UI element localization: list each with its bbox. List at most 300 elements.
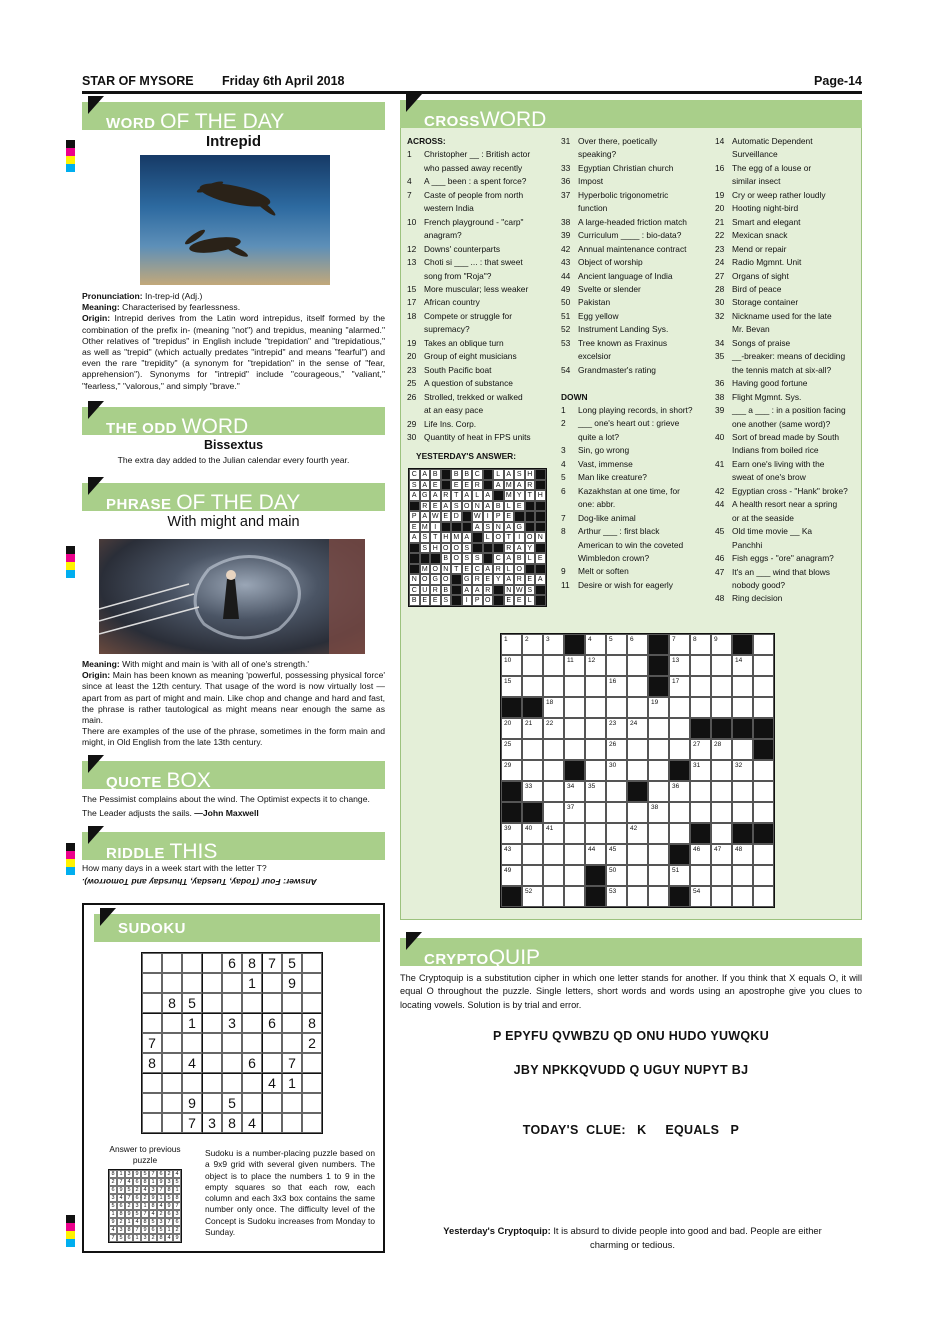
crossword-cell[interactable]: 46 <box>690 844 711 865</box>
crossword-cell[interactable] <box>648 718 669 739</box>
crossword-cell[interactable] <box>648 781 669 802</box>
crossword-cell[interactable] <box>627 655 648 676</box>
crossword-cell[interactable] <box>585 718 606 739</box>
crossword-block <box>753 739 774 760</box>
clue-number: 1 <box>561 405 566 416</box>
crossword-cell[interactable] <box>753 781 774 802</box>
crossword-cell[interactable] <box>543 760 564 781</box>
crossword-cell[interactable]: 3 <box>543 634 564 655</box>
crossword-cell[interactable]: 45 <box>606 844 627 865</box>
answer-cell: 9 <box>109 1218 117 1226</box>
answer-cell: 8 <box>141 1178 149 1186</box>
answer-cell: B <box>451 469 462 480</box>
sudoku-cell[interactable] <box>142 1093 162 1113</box>
clue-text: A question of substance <box>424 378 513 389</box>
crossword-cell[interactable]: 25 <box>501 739 522 760</box>
clue-text: The egg of a louse or <box>732 162 812 173</box>
crossword-cell[interactable]: 31 <box>690 760 711 781</box>
sudoku-cell[interactable] <box>142 973 162 993</box>
sudoku-cell[interactable] <box>162 1053 182 1073</box>
crossword-cell[interactable]: 1 <box>501 634 522 655</box>
crossword-cell[interactable]: 41 <box>543 823 564 844</box>
crossword-cell[interactable] <box>543 739 564 760</box>
clue-row <box>715 404 857 417</box>
crossword-cell[interactable] <box>585 760 606 781</box>
crossword-cell[interactable] <box>732 676 753 697</box>
word-of-day-details <box>82 291 385 392</box>
heading-big: BOX <box>166 769 211 792</box>
crossword-cell[interactable] <box>711 760 732 781</box>
crossword-cell[interactable] <box>732 781 753 802</box>
answer-cell: H <box>441 532 452 543</box>
crossword-cell[interactable] <box>564 865 585 886</box>
crossword-cell[interactable] <box>648 844 669 865</box>
crossword-cell[interactable] <box>627 697 648 718</box>
clue-text: Egyptian Christian church <box>578 162 674 173</box>
sudoku-cell[interactable] <box>302 1073 322 1093</box>
clue-number: 20 <box>715 203 725 214</box>
clue-number: 48 <box>715 593 725 604</box>
answer-cell: W <box>431 513 439 520</box>
sudoku-cell[interactable] <box>182 1033 202 1053</box>
sudoku-cell[interactable] <box>142 953 162 973</box>
answer-cell: 4 <box>141 1186 149 1194</box>
crossword-cell[interactable]: 17 <box>669 676 690 697</box>
clue-text: quite a lot? <box>578 431 619 442</box>
answer-block <box>483 553 494 564</box>
crossword-cell[interactable] <box>732 739 753 760</box>
heading-small: SUDOKU <box>118 920 187 937</box>
corner-triangle-icon <box>100 908 116 926</box>
crossword-cell[interactable] <box>648 823 669 844</box>
answer-cell: 5 <box>157 1226 165 1234</box>
sudoku-cell[interactable] <box>282 1013 302 1033</box>
sudoku-cell[interactable] <box>302 1053 322 1073</box>
crossword-cell[interactable] <box>606 802 627 823</box>
sudoku-cell[interactable] <box>302 1113 322 1133</box>
answer-cell: C <box>409 469 420 480</box>
crossword-cell[interactable] <box>585 823 606 844</box>
clue-number: 46 <box>715 553 725 564</box>
heading-big: OF THE DAY <box>176 491 301 514</box>
crossword-cell[interactable]: 28 <box>711 739 732 760</box>
crossword-cell[interactable] <box>522 655 543 676</box>
sudoku-cell[interactable] <box>282 1113 302 1133</box>
crossword-grid[interactable] <box>500 633 775 908</box>
crossword-block <box>753 823 774 844</box>
clue-row <box>715 283 857 296</box>
crossword-cell[interactable] <box>690 697 711 718</box>
sudoku-cell[interactable] <box>182 1073 202 1093</box>
clue-number <box>715 364 732 377</box>
crossword-cell[interactable] <box>564 697 585 718</box>
sudoku-cell[interactable] <box>182 973 202 993</box>
crossword-cell[interactable]: 24 <box>627 718 648 739</box>
answer-cell: T <box>451 564 462 575</box>
sudoku-cell[interactable] <box>202 1053 222 1073</box>
crossword-cell[interactable] <box>543 865 564 886</box>
sudoku-cell[interactable] <box>222 1033 242 1053</box>
skydivers-photo <box>140 155 330 285</box>
clue-row <box>715 337 857 350</box>
sudoku-cell[interactable] <box>202 1093 222 1113</box>
crossword-cell[interactable] <box>711 802 732 823</box>
crossword-cell[interactable] <box>732 697 753 718</box>
answer-cell: 7 <box>125 1194 133 1202</box>
sudoku-cell[interactable] <box>302 953 322 973</box>
crossword-cell[interactable] <box>753 844 774 865</box>
crossword-cell[interactable] <box>753 676 774 697</box>
clue-number <box>407 323 424 336</box>
crossword-cell[interactable] <box>753 655 774 676</box>
answer-cell: 2 <box>149 1234 157 1242</box>
clue-number <box>715 323 732 336</box>
crossword-cell[interactable] <box>711 781 732 802</box>
crossword-cell[interactable]: 51 <box>669 865 690 886</box>
crossword-cell[interactable] <box>711 655 732 676</box>
crossword-cell[interactable] <box>564 844 585 865</box>
crossword-cell[interactable]: 47 <box>711 844 732 865</box>
answer-block <box>472 532 483 543</box>
answer-cell: 7 <box>173 1202 181 1210</box>
crossword-cell[interactable]: 6 <box>627 634 648 655</box>
sudoku-cell[interactable] <box>302 993 322 1013</box>
sudoku-cell[interactable] <box>282 993 302 1013</box>
clue-number: 38 <box>715 391 725 402</box>
crossword-cell[interactable]: 9 <box>711 634 732 655</box>
answer-cell: R <box>525 480 536 491</box>
crossword-cell[interactable] <box>564 823 585 844</box>
sudoku-cell[interactable] <box>282 1033 302 1053</box>
crossword-cell[interactable] <box>564 676 585 697</box>
sudoku-grid[interactable] <box>141 952 323 1134</box>
answer-cell: N <box>493 522 504 533</box>
sudoku-cell[interactable] <box>262 1033 282 1053</box>
sudoku-cell[interactable] <box>222 1073 242 1093</box>
answer-cell: L <box>525 595 536 606</box>
sudoku-cell[interactable] <box>202 973 222 993</box>
answer-cell: 4 <box>173 1170 181 1178</box>
crossword-cell[interactable]: 30 <box>606 760 627 781</box>
answer-cell: T <box>451 490 462 501</box>
crossword-cell[interactable]: 27 <box>690 739 711 760</box>
crossword-cell[interactable] <box>711 886 732 907</box>
crossword-cell[interactable] <box>627 886 648 907</box>
sudoku-cell[interactable] <box>142 993 162 1013</box>
crossword-cell[interactable] <box>732 865 753 886</box>
crossword-cell[interactable] <box>522 739 543 760</box>
clue-row <box>561 579 711 592</box>
crossword-cell[interactable]: 33 <box>522 781 543 802</box>
sudoku-cell[interactable] <box>162 1013 182 1033</box>
crossword-cell[interactable]: 4 <box>585 634 606 655</box>
sudoku-cell[interactable] <box>202 953 222 973</box>
crossword-cell[interactable]: 26 <box>606 739 627 760</box>
sudoku-cell[interactable] <box>282 1093 302 1113</box>
crossword-cell[interactable]: 50 <box>606 865 627 886</box>
answer-block <box>493 543 504 554</box>
clue-text: supremacy? <box>424 324 470 335</box>
sudoku-cell[interactable] <box>162 1113 182 1133</box>
crossword-cell[interactable] <box>522 676 543 697</box>
crossword-cell[interactable]: 52 <box>522 886 543 907</box>
answer-cell: L <box>504 564 515 575</box>
sudoku-cell[interactable] <box>142 1073 162 1093</box>
crossword-block <box>669 760 690 781</box>
clue-row <box>715 539 857 552</box>
sudoku-cell[interactable] <box>162 1033 182 1053</box>
crossword-cell[interactable]: 13 <box>669 655 690 676</box>
crossword-cell[interactable] <box>543 655 564 676</box>
crossword-cell[interactable]: 7 <box>669 634 690 655</box>
sudoku-cell[interactable] <box>302 1093 322 1113</box>
clue-row <box>715 458 857 471</box>
crossword-cell[interactable] <box>522 844 543 865</box>
crossword-cell[interactable] <box>627 676 648 697</box>
crossword-cell[interactable] <box>564 886 585 907</box>
answer-block <box>525 501 536 512</box>
crossword-cell[interactable]: 15 <box>501 676 522 697</box>
sudoku-cell[interactable] <box>202 1013 222 1033</box>
crossword-cell[interactable] <box>711 697 732 718</box>
crossword-cell[interactable]: 32 <box>732 760 753 781</box>
crossword-cell[interactable] <box>627 844 648 865</box>
sudoku-cell[interactable] <box>262 1113 282 1133</box>
clue-number: 47 <box>715 566 725 577</box>
answer-cell: 1 <box>141 1202 149 1210</box>
crossword-cell[interactable] <box>753 760 774 781</box>
sudoku-heading <box>94 914 380 942</box>
crossword-cell[interactable]: 44 <box>585 844 606 865</box>
crossword-cell[interactable]: 35 <box>585 781 606 802</box>
crossword-cell[interactable] <box>648 739 669 760</box>
crossword-cell[interactable] <box>669 739 690 760</box>
crossword-cell[interactable] <box>690 865 711 886</box>
crossword-cell[interactable]: 38 <box>648 802 669 823</box>
crossword-cell[interactable]: 11 <box>564 655 585 676</box>
crossword-block <box>753 718 774 739</box>
crossword-cell[interactable] <box>627 760 648 781</box>
crossword-cell[interactable] <box>606 655 627 676</box>
crossword-cell[interactable] <box>669 697 690 718</box>
crossword-cell[interactable]: 8 <box>690 634 711 655</box>
sudoku-cell[interactable] <box>162 973 182 993</box>
answer-block <box>535 511 546 522</box>
answer-cell: 6 <box>109 1186 117 1194</box>
crossword-cell[interactable] <box>648 865 669 886</box>
crossword-cell[interactable] <box>732 886 753 907</box>
sudoku-cell[interactable] <box>202 1033 222 1053</box>
crossword-cell[interactable] <box>627 802 648 823</box>
crossword-cell[interactable]: 36 <box>669 781 690 802</box>
color-bar <box>66 1215 75 1247</box>
crossword-cell[interactable]: 37 <box>564 802 585 823</box>
clue-row <box>407 418 555 431</box>
crossword-cell[interactable]: 54 <box>690 886 711 907</box>
crossword-cell[interactable]: 34 <box>564 781 585 802</box>
crossword-cell[interactable]: 5 <box>606 634 627 655</box>
answer-cell: A <box>504 574 515 585</box>
crossword-cell[interactable] <box>690 802 711 823</box>
crossword-cell[interactable] <box>564 739 585 760</box>
sudoku-cell[interactable] <box>142 1013 162 1033</box>
quote-heading <box>82 761 385 792</box>
crossword-cell[interactable] <box>669 802 690 823</box>
clue-text: Pakistan <box>578 297 611 308</box>
crossword-cell[interactable]: 10 <box>501 655 522 676</box>
answer-cell: 8 <box>149 1202 157 1210</box>
sudoku-cell[interactable] <box>262 973 282 993</box>
sudoku-cell[interactable] <box>262 1093 282 1113</box>
crossword-cell[interactable]: 53 <box>606 886 627 907</box>
answer-cell: M <box>420 564 431 575</box>
crossword-cell[interactable] <box>690 781 711 802</box>
answer-cell: R <box>441 490 452 501</box>
crossword-cell[interactable] <box>627 739 648 760</box>
clue-number <box>561 431 578 444</box>
clue-text: Sort of bread made by South <box>732 431 840 442</box>
clue-row <box>561 350 711 363</box>
crossword-cell[interactable]: 48 <box>732 844 753 865</box>
riddle-heading <box>82 832 385 863</box>
crossword-cell[interactable]: 40 <box>522 823 543 844</box>
crossword-cell[interactable] <box>585 697 606 718</box>
crossword-cell[interactable] <box>669 823 690 844</box>
sudoku-cell[interactable] <box>262 993 282 1013</box>
crossword-cell[interactable] <box>522 760 543 781</box>
crossword-cell[interactable] <box>732 802 753 823</box>
crossword-cell[interactable]: 21 <box>522 718 543 739</box>
answer-cell: N <box>441 564 452 575</box>
clue-text: A ___ been : a spent force? <box>424 176 527 187</box>
crossword-cell[interactable] <box>648 886 669 907</box>
crossword-cell[interactable]: 20 <box>501 718 522 739</box>
crossword-cell[interactable]: 23 <box>606 718 627 739</box>
phrase-text: With might and main <box>167 514 300 530</box>
answer-cell: 9 <box>133 1170 141 1178</box>
crossword-cell[interactable] <box>669 718 690 739</box>
sudoku-cell[interactable] <box>222 973 242 993</box>
crossword-cell[interactable] <box>585 676 606 697</box>
sudoku-cell[interactable] <box>242 1033 262 1053</box>
crossword-cell[interactable] <box>753 886 774 907</box>
quote-author: —John Maxwell <box>194 807 259 818</box>
crossword-cell[interactable] <box>753 697 774 718</box>
clue-number <box>561 498 578 511</box>
crossword-cell[interactable] <box>753 802 774 823</box>
sudoku-cell[interactable] <box>222 993 242 1013</box>
corner-triangle-icon <box>88 401 104 419</box>
clue-row <box>407 364 555 377</box>
sudoku-cell[interactable] <box>302 973 322 993</box>
crossword-cell[interactable] <box>543 802 564 823</box>
crossword-cell[interactable]: 22 <box>543 718 564 739</box>
answer-cell: 7 <box>133 1226 141 1234</box>
crossword-cell[interactable]: 16 <box>606 676 627 697</box>
crossword-cell[interactable] <box>585 802 606 823</box>
crossword-cell[interactable] <box>753 634 774 655</box>
paper-name: STAR OF MYSORE <box>82 74 194 88</box>
answer-cell: Y <box>514 490 525 501</box>
crossword-cell[interactable]: 29 <box>501 760 522 781</box>
sudoku-cell[interactable] <box>222 1053 242 1073</box>
crossword-cell[interactable]: 2 <box>522 634 543 655</box>
answer-cell: A <box>409 532 420 543</box>
crossword-cell[interactable]: 43 <box>501 844 522 865</box>
crossword-cell[interactable] <box>543 844 564 865</box>
crossword-cell[interactable] <box>627 865 648 886</box>
crossword-cell[interactable]: 14 <box>732 655 753 676</box>
quote-text <box>82 793 385 820</box>
sudoku-cell[interactable] <box>142 1113 162 1133</box>
sudoku-cell[interactable] <box>242 1093 262 1113</box>
crossword-cell[interactable] <box>690 655 711 676</box>
answer-block <box>420 553 431 564</box>
odd-word-definition: The extra day added to the Julian calendar every fourth year. <box>117 455 350 465</box>
answer-block <box>535 564 546 575</box>
crossword-cell[interactable] <box>522 865 543 886</box>
crossword-cell[interactable] <box>543 781 564 802</box>
crossword-cell[interactable] <box>711 823 732 844</box>
crossword-cell[interactable]: 42 <box>627 823 648 844</box>
sudoku-cell[interactable] <box>242 1073 262 1093</box>
sudoku-cell[interactable] <box>242 993 262 1013</box>
pronunciation-text: In-trep-id (Adj.) <box>145 291 203 301</box>
sudoku-cell[interactable] <box>182 953 202 973</box>
crossword-cell[interactable] <box>543 886 564 907</box>
clue-number <box>407 229 424 242</box>
crossword-cell[interactable]: 39 <box>501 823 522 844</box>
crossword-cell[interactable] <box>648 760 669 781</box>
crossword-cell[interactable] <box>606 781 627 802</box>
crossword-cell[interactable] <box>606 823 627 844</box>
crossword-cell[interactable] <box>585 739 606 760</box>
crossword-cell[interactable] <box>753 865 774 886</box>
sudoku-cell: 6 <box>242 1053 262 1073</box>
crossword-cell[interactable] <box>564 718 585 739</box>
answer-cell: 1 <box>133 1234 141 1242</box>
answer-cell: 8 <box>157 1234 165 1242</box>
sudoku-cell[interactable] <box>162 953 182 973</box>
crossword-cell[interactable] <box>711 676 732 697</box>
clue-number: 10 <box>407 216 417 227</box>
sudoku-cell[interactable] <box>162 1073 182 1093</box>
answer-cell: Y <box>525 543 536 554</box>
sudoku-cell[interactable] <box>242 1013 262 1033</box>
answer-cell: 6 <box>133 1178 141 1186</box>
crossword-cell[interactable] <box>543 676 564 697</box>
crossword-cell[interactable] <box>711 865 732 886</box>
answer-cell: R <box>472 574 483 585</box>
sudoku-cell[interactable] <box>202 993 222 1013</box>
crossword-cell[interactable]: 12 <box>585 655 606 676</box>
clue-number: 42 <box>561 243 571 254</box>
clue-text: Takes an oblique turn <box>424 337 504 348</box>
crossword-cell[interactable]: 49 <box>501 865 522 886</box>
clue-number: 40 <box>715 431 725 442</box>
crossword-cell[interactable] <box>690 676 711 697</box>
crossword-cell[interactable] <box>606 697 627 718</box>
sudoku-cell[interactable] <box>162 1093 182 1113</box>
sudoku-cell[interactable] <box>262 1053 282 1073</box>
sudoku-cell[interactable] <box>202 1073 222 1093</box>
answer-block <box>441 469 452 480</box>
answer-cell: S <box>525 585 536 596</box>
crossword-cell[interactable]: 19 <box>648 697 669 718</box>
answer-cell: 5 <box>141 1170 149 1178</box>
answer-cell: L <box>504 501 515 512</box>
crossword-cell[interactable]: 18 <box>543 697 564 718</box>
